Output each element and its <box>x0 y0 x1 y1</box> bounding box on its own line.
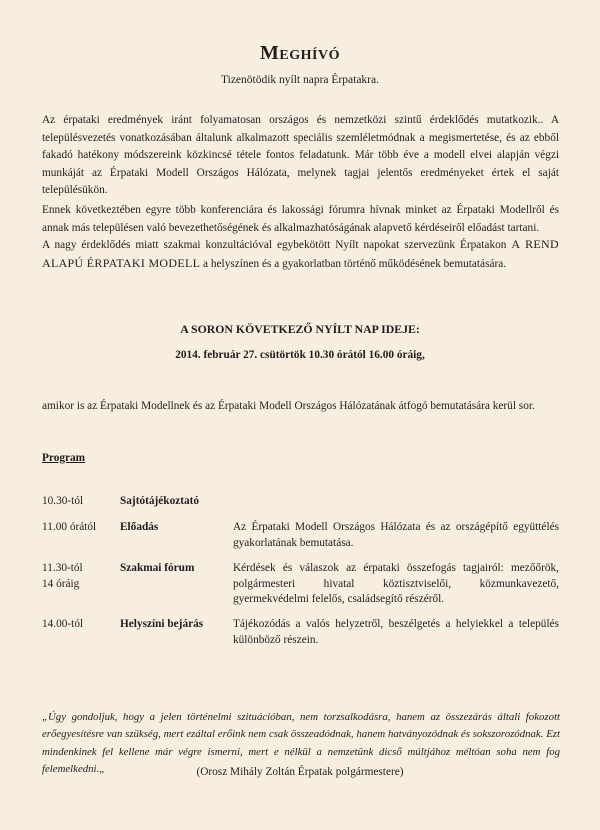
next-event-heading: A SORON KÖVETKEZŐ NYÍLT NAP IDEJE: <box>180 322 420 336</box>
program-time: 11.00 órától <box>42 521 97 533</box>
program-description: Kérdések és válaszok az érpataki összefogás tagjairól: mezőőrök, polgármesteri hivatal köztisztviselői, közmunkavezető, gyermekvédelmi felelős, családsegítő részéről. <box>233 562 559 605</box>
intro-paragraph-1: Az érpataki eredmények iránt folyamatosan országos és nemzetközi szintű érdeklődés mutatkozik.. A településvezetés vonatkozásában általunk alkalmazott speciális szemléletmódnak a megismertetése, és az ebből fakadó hatékony módszereink közkincsé tétele fontos feladatunk. Már több éve a modell elvei alapján végzi munkáját az Érpataki Modell Országos Hálózata, melynek tagjai jelentős eredményeket értek el saját településükön. <box>42 114 559 197</box>
mayor-quote: „Úgy gondoljuk, hogy a jelen történelmi szituációban, nem torzsalkodásra, hanem az összezárás általi fokozott erőegyesítésre van szükség, mert ezáltal erőink nem csak összeadódnak, hanem hatványozódnak és sokszorozódnak. Ezt mindenkinek fel kellene már végre ismerni, mert e nélkül a nemzetünk dicső múltjához méltóan soha nem fog felemelkedni.„ <box>42 711 560 776</box>
intro-paragraph-2: Ennek következtében egyre több konferenciára és lakossági fórumra hívnak minket az Érpataki Modellről és annak más településen való bevezethetőségének és alkalmazhatóságának alapvető kérdéseiről előadást tartani. <box>42 204 559 234</box>
quote-attribution: (Orosz Mihály Zoltán Érpatak polgármestere) <box>196 766 404 778</box>
page-subtitle: Tizenötödik nyílt napra Érpatakra. <box>221 74 379 86</box>
page-title: Meghívó <box>260 42 340 64</box>
next-event-date: 2014. február 27. csütörtök 10.30 órától 16.00 óráig, <box>175 349 425 361</box>
intro-paragraph-3 <box>42 236 559 273</box>
program-time: 10.30-tól <box>42 495 84 507</box>
paragraph-3-text-end: a helyszínen és a gyakorlatban történő működésének bemutatására. <box>200 257 507 270</box>
paragraph-3-text-start: A nagy érdeklődés miatt szakmai konzultációval egybekötött Nyílt napokat szervezünk Érpatakon <box>42 239 512 251</box>
program-description: Az Érpataki Modell Országos Hálózata és az országépítő együttélés gyakorlatának bemutatása. <box>233 521 559 549</box>
program-time: 11.30-tól 14 óráig <box>42 562 83 590</box>
model-name-emphasis: A REND ALAPÚ ÉRPATAKI MODELL <box>42 237 559 270</box>
program-heading: Program <box>42 452 86 464</box>
next-event-summary: amikor is az Érpataki Modellnek és az Érpataki Modell Országos Hálózatának átfogó bemutatására kerül sor. <box>42 400 535 412</box>
program-time: 14.00-tól <box>42 618 84 630</box>
program-description: Tájékozódás a valós helyzetről, beszélgetés a helyiekkel a település különböző részein. <box>233 618 559 646</box>
program-name: Szakmai fórum <box>120 562 195 574</box>
program-name: Előadás <box>120 521 159 533</box>
program-name: Helyszíni bejárás <box>120 618 204 630</box>
program-name: Sajtótájékoztató <box>120 495 200 507</box>
